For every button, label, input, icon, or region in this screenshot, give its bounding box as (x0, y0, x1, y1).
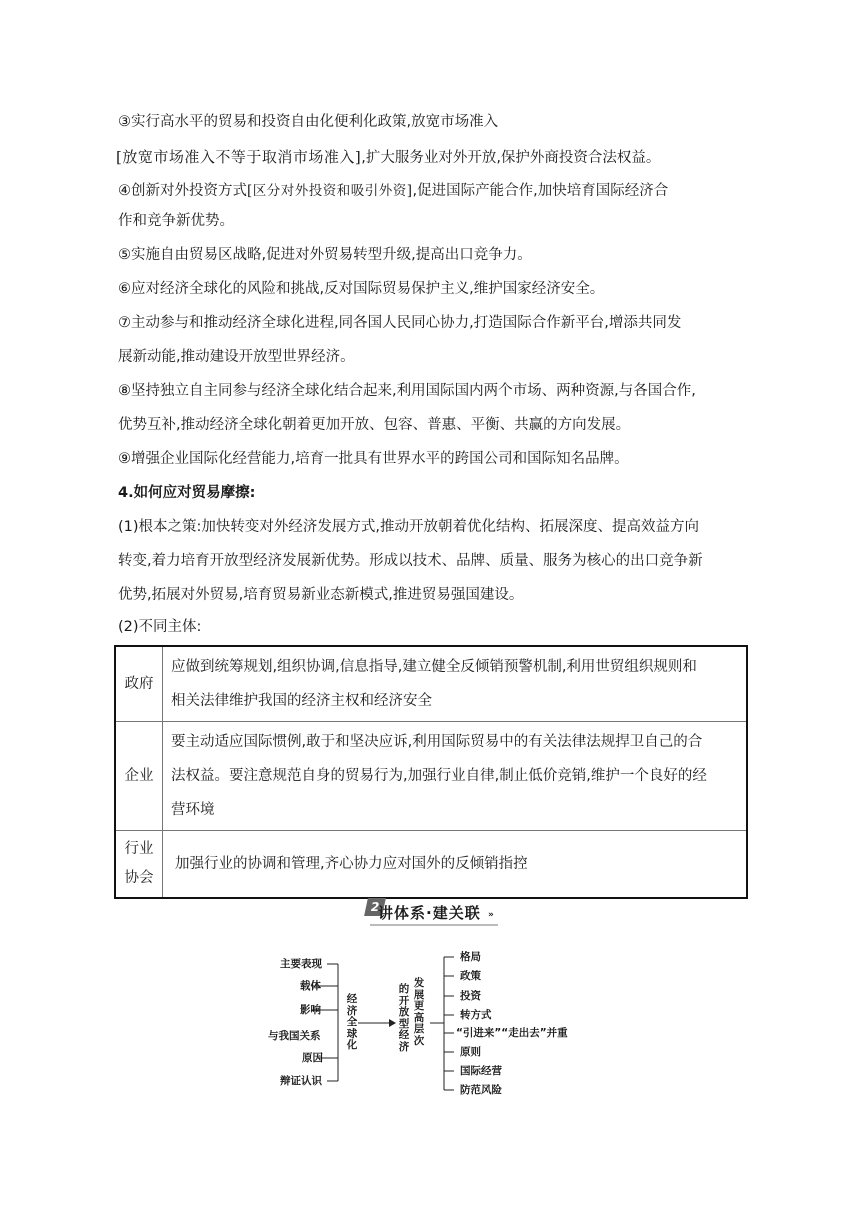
annotation-note: [放宽市场准入不等于取消市场准入] (116, 148, 362, 166)
table-key-cell (115, 722, 163, 831)
table-row (115, 831, 747, 898)
paragraph-3-rest: ,扩大服务业对外开放,保护外商投资合法权益。 (361, 150, 661, 166)
section-4-item-2: (2)不同主体: (118, 619, 202, 635)
table-value-line: 要主动适应国际惯例,敢于和坚决应诉,利用国际贸易中的有关法律法规捍卫自己的合 (171, 734, 703, 750)
paragraph-5: ⑤实施自由贸易区战略,促进对外贸易转型升级,提高出口竞争力。 (118, 247, 532, 263)
table-value-line: 营环境 (171, 802, 215, 818)
diagram-left-item: 辩证认识 (280, 1075, 322, 1087)
diagram-right-item: 原则 (460, 1046, 481, 1058)
paragraph-4-post: ,促进国际产能合作,加快培育国际经济合 (412, 183, 669, 199)
diagram-right-item: “引进来”“走出去”并重 (456, 1027, 568, 1039)
table-value-cell (163, 722, 748, 831)
paragraph-8-line-1: ⑧坚持独立自主同参与经济全球化结合起来,利用国际国内两个市场、两种资源,与各国合作, (118, 383, 696, 399)
diagram-middle-node-col-1: 发 展 更 高 层 次 (413, 977, 425, 1047)
concept-diagram (262, 944, 602, 1100)
paragraph-9: ⑨增强企业国际化经营能力,培育一批具有世界水平的跨国公司和国际知名品牌。 (118, 451, 629, 467)
diagram-right-item: 国际经营 (460, 1065, 502, 1077)
table-value-line: 加强行业的协调和管理,齐心协力应对国外的反倾销指控 (175, 855, 528, 872)
subjects-table (114, 645, 748, 899)
table-value-line: 法权益。要注意规范自身的贸易行为,加强行业自律,制止低价竞销,维护一个良好的经 (171, 768, 707, 784)
table-row (115, 646, 747, 722)
paragraph-7-line-2: 展新动能,推动建设开放型世界经济。 (118, 349, 355, 365)
chevron-right-icon: » (488, 910, 494, 920)
section-banner (366, 898, 506, 928)
section-4-item-1-line-3: 优势,拓展对外贸易,培育贸易新业态新模式,推进贸易强国建设。 (118, 587, 524, 603)
diagram-right-item: 政策 (460, 970, 481, 982)
diagram-left-item: 影响 (300, 1004, 321, 1016)
paragraph-4-pre: ④创新对外投资方式 (118, 183, 247, 199)
banner-title: 讲体系·建关联 (378, 904, 481, 922)
table-value-line: 应做到统筹规划,组织协调,信息指导,建立健全反倾销预警机制,利用世贸组织规则和 (171, 659, 697, 675)
table-value-line: 相关法律维护我国的经济主权和经济安全 (171, 693, 432, 709)
section-4-item-1-line-1: (1)根本之策:加快转变对外经济发展方式,推动开放朝着优化结构、拓展深度、提高效益方向 (118, 519, 700, 535)
section-number-badge: 2 (364, 898, 386, 916)
paragraph-3-line-2 (116, 147, 660, 168)
table-value-cell (163, 646, 748, 722)
diagram-middle-node-col-2: 的 开 放 型 经 济 (398, 983, 410, 1053)
diagram-left-item: 主要表现 (280, 958, 322, 970)
annotation-note: [区分对外投资和吸引外资] (247, 183, 413, 199)
diagram-left-item: 载体 (300, 980, 321, 992)
paragraph-4-line-1 (118, 181, 668, 201)
banner-underline (370, 924, 498, 926)
section-4-item-1-line-2: 转变,着力培育开放型经济发展新优势。形成以技术、品牌、质量、服务为核心的出口竞争新 (118, 553, 703, 569)
paragraph-4-line-2: 作和竞争新优势。 (118, 213, 234, 229)
table-key-cell (115, 646, 163, 722)
diagram-center-node: 经 济 全 球 化 (346, 993, 358, 1051)
table-key-line: 行业 (124, 840, 154, 857)
diagram-left-item: 与我国关系 (268, 1030, 321, 1042)
section-4-heading: 4.如何应对贸易摩擦: (118, 485, 256, 501)
paragraph-3-line-1: ③实行高水平的贸易和投资自由化便利化政策,放宽市场准入 (118, 114, 499, 130)
diagram-right-item: 格局 (460, 951, 481, 963)
table-key-line: 企业 (124, 767, 154, 784)
table-key-cell (115, 831, 163, 898)
paragraph-8-line-2: 优势互补,推动经济全球化朝着更加开放、包容、普惠、平衡、共赢的方向发展。 (118, 417, 631, 433)
table-value-cell (163, 831, 748, 898)
diagram-right-item: 防范风险 (460, 1084, 502, 1096)
diagram-right-item: 投资 (460, 990, 481, 1002)
table-row (115, 722, 747, 831)
paragraph-6: ⑥应对经济全球化的风险和挑战,反对国际贸易保护主义,维护国家经济安全。 (118, 281, 605, 297)
diagram-left-item: 原因 (302, 1052, 323, 1064)
table-key-line: 政府 (124, 675, 154, 692)
diagram-right-item: 转方式 (460, 1009, 492, 1021)
paragraph-7-line-1: ⑦主动参与和推动经济全球化进程,同各国人民同心协力,打造国际合作新平台,增添共同发 (118, 315, 682, 331)
table-key-line: 协会 (124, 869, 154, 886)
